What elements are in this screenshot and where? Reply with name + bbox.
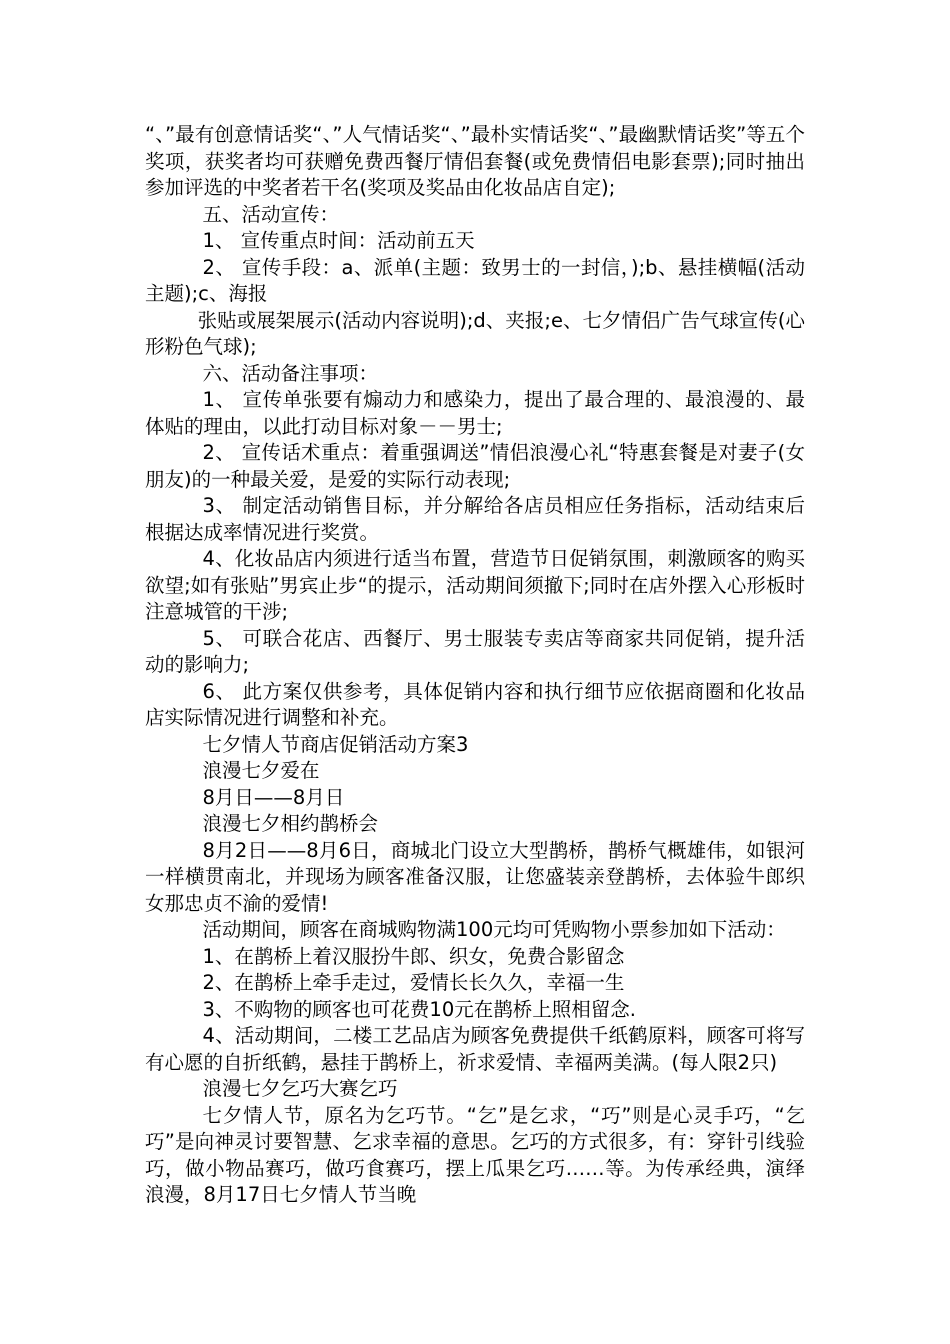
paragraph: 5、 可联合花店、西餐厅、男士服装专卖店等商家共同促销，提升活动的影响力; xyxy=(145,626,805,676)
paragraph: 浪漫七夕乞巧大赛乞巧 xyxy=(202,1077,398,1100)
paragraph: 3、不购物的顾客也可花费10元在鹊桥上照相留念. xyxy=(202,997,636,1021)
paragraph: 2、 宣传手段：a、派单(主题：致男士的一封信，);b、悬挂横幅(活动主题);c、海报 xyxy=(145,255,805,305)
paragraph: 3、 制定活动销售目标，并分解给各店员相应任务指标，活动结束后根据达成率情况进行奖赏。 xyxy=(145,494,805,544)
section-heading: 六、活动备注事项： xyxy=(202,361,379,385)
paragraph: 浪漫七夕爱在 xyxy=(202,759,320,782)
paragraph: 浪漫七夕相约鹊桥会 xyxy=(202,812,379,835)
paragraph: 张贴或展架展示(活动内容说明);d、夹报;e、七夕情侣广告气球宣传(心形粉色气球); xyxy=(145,308,805,358)
paragraph: 1、在鹊桥上着汉服扮牛郎、织女，免费合影留念 xyxy=(202,944,625,968)
paragraph: 6、 此方案仅供参考，具体促销内容和执行细节应依据商圈和化妆品店实际情况进行调整和补充。 xyxy=(145,679,805,729)
paragraph: 2、在鹊桥上牵手走过，爱情长长久久，幸福一生 xyxy=(202,971,625,994)
paragraph: 1、 宣传重点时间：活动前五天 xyxy=(202,229,475,252)
paragraph: “、”最有创意情话奖“、”人气情话奖“、”最朴实情话奖“、”最幽默情话奖”等五个奖项，获奖者均可获赠免费西餐厅情侣套餐(或免费情侣电影套票);同时抽出参加评选的中奖者若干名(奖项及奖品由化妆品店自定); xyxy=(145,123,805,199)
section-heading: 五、活动宣传： xyxy=(202,202,340,226)
paragraph: 8月2日——8月6日，商城北门设立大型鹊桥，鹊桥气概雄伟，如银河一样横贯南北，并现场为顾客准备汉服，让您盛装亲登鹊桥，去体验牛郎织女那忠贞不渝的爱情! xyxy=(145,838,805,915)
paragraph: 8月日——8月日 xyxy=(202,785,345,809)
section-heading: 七夕情人节商店促销活动方案3 xyxy=(202,732,469,756)
paragraph: 七夕情人节，原名为乞巧节。“乞”是乞求，“巧”则是心灵手巧，“乞巧”是向神灵讨要智慧、乞求幸福的意思。乞巧的方式很多，有：穿针引线验巧，做小物品赛巧，做巧食赛巧，摆上瓜果乞巧……等。为传承经典，演绎浪漫，8月17日七夕情人节当晚 xyxy=(145,1103,805,1206)
paragraph: 4、活动期间，二楼工艺品店为顾客免费提供千纸鹤原料，顾客可将写有心愿的自折纸鹤，悬挂于鹊桥上，祈求爱情、幸福两美满。(每人限2只) xyxy=(145,1024,805,1074)
paragraph: 活动期间，顾客在商城购物满100元均可凭购物小票参加如下活动： xyxy=(202,918,786,941)
document-body xyxy=(145,122,805,1209)
paragraph: 4、化妆品店内须进行适当布置，营造节日促销氛围，刺激顾客的购买欲望;如有张贴”男宾止步“的提示，活动期间须撤下;同时在店外摆入心形板时注意城管的干涉; xyxy=(145,547,805,623)
paragraph: 1、 宣传单张要有煽动力和感染力，提出了最合理的、最浪漫的、最体贴的理由，以此打动目标对象－－男士; xyxy=(145,388,805,438)
paragraph: 2、 宣传话术重点：着重强调送”情侣浪漫心礼“特惠套餐是对妻子(女朋友)的一种最关爱，是爱的实际行动表现; xyxy=(145,441,805,491)
